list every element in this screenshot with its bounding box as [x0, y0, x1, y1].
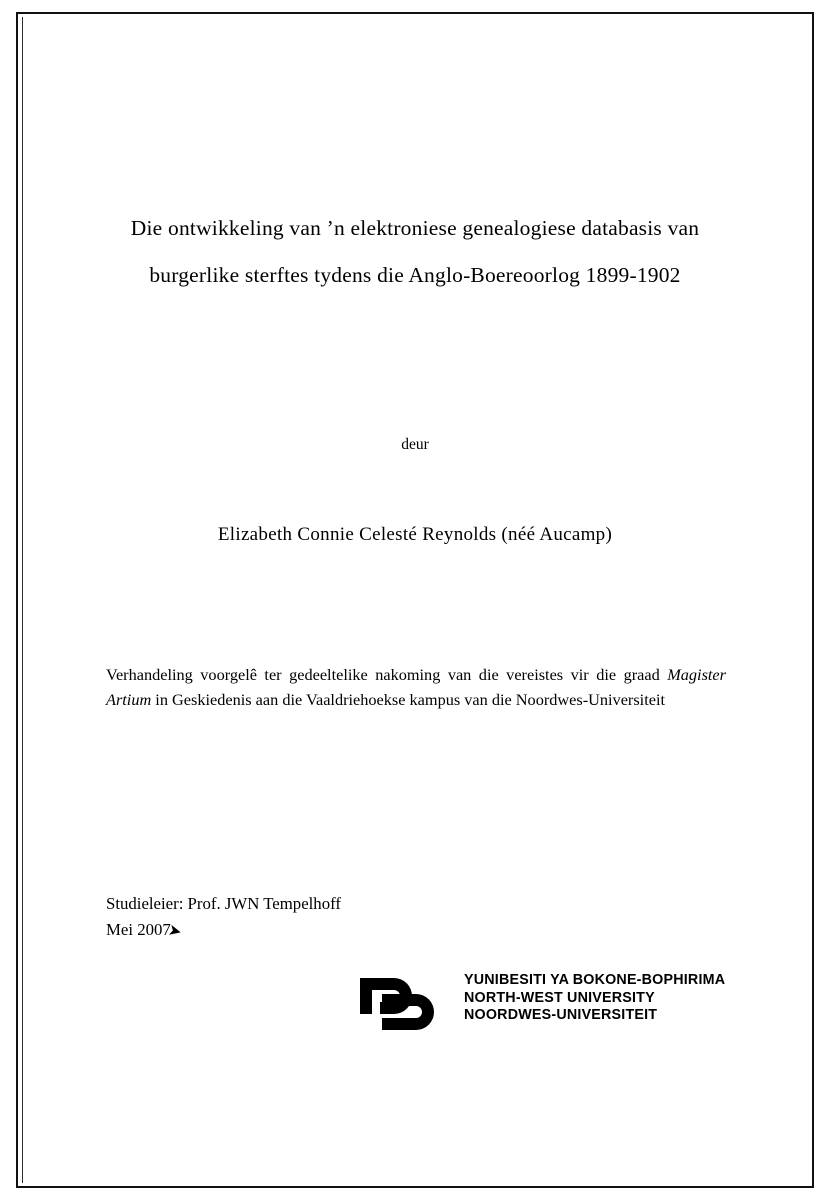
university-logo-text: [464, 972, 725, 1025]
degree-name-italic: Magister Artium: [106, 665, 726, 709]
title-line-2: burgerlike sterftes tydens die Anglo-Boereoorlog 1899-1902: [149, 263, 681, 287]
university-logo: [252, 966, 726, 1046]
page-title: [100, 205, 730, 299]
date-line-wrapper: [106, 917, 184, 943]
page-content: [100, 0, 730, 1200]
degree-statement: [106, 662, 726, 712]
degree-statement-part-1: Verhandeling voorgelê ter gedeeltelike nakoming van die vereistes vir die graad: [106, 665, 668, 684]
title-line-1: Die ontwikkeling van ’n elektroniese genealogiese databasis van: [130, 216, 700, 240]
handwritten-mark-icon: ➤: [166, 921, 184, 942]
logo-line-1: YUNIBESITI YA BOKONE-BOPHIRIMA: [464, 972, 726, 988]
logo-line-3: NOORDWES-UNIVERSITEIT: [464, 1007, 658, 1023]
date-line: Mei 2007: [106, 920, 171, 939]
supervisor-and-date: [106, 891, 726, 943]
supervisor-line: Studieleier: Prof. JWN Tempelhoff: [106, 894, 341, 913]
nwu-logo-mark-icon: [352, 968, 452, 1040]
logo-line-2: NORTH-WEST UNIVERSITY: [464, 989, 655, 1006]
byline-label: deur: [401, 436, 429, 453]
author-name: Elizabeth Connie Celesté Reynolds (néé Aucamp): [217, 524, 613, 545]
degree-statement-part-2: in Geskiedenis aan die Vaaldriehoekse kampus van die Noordwes-Universiteit: [151, 690, 666, 709]
